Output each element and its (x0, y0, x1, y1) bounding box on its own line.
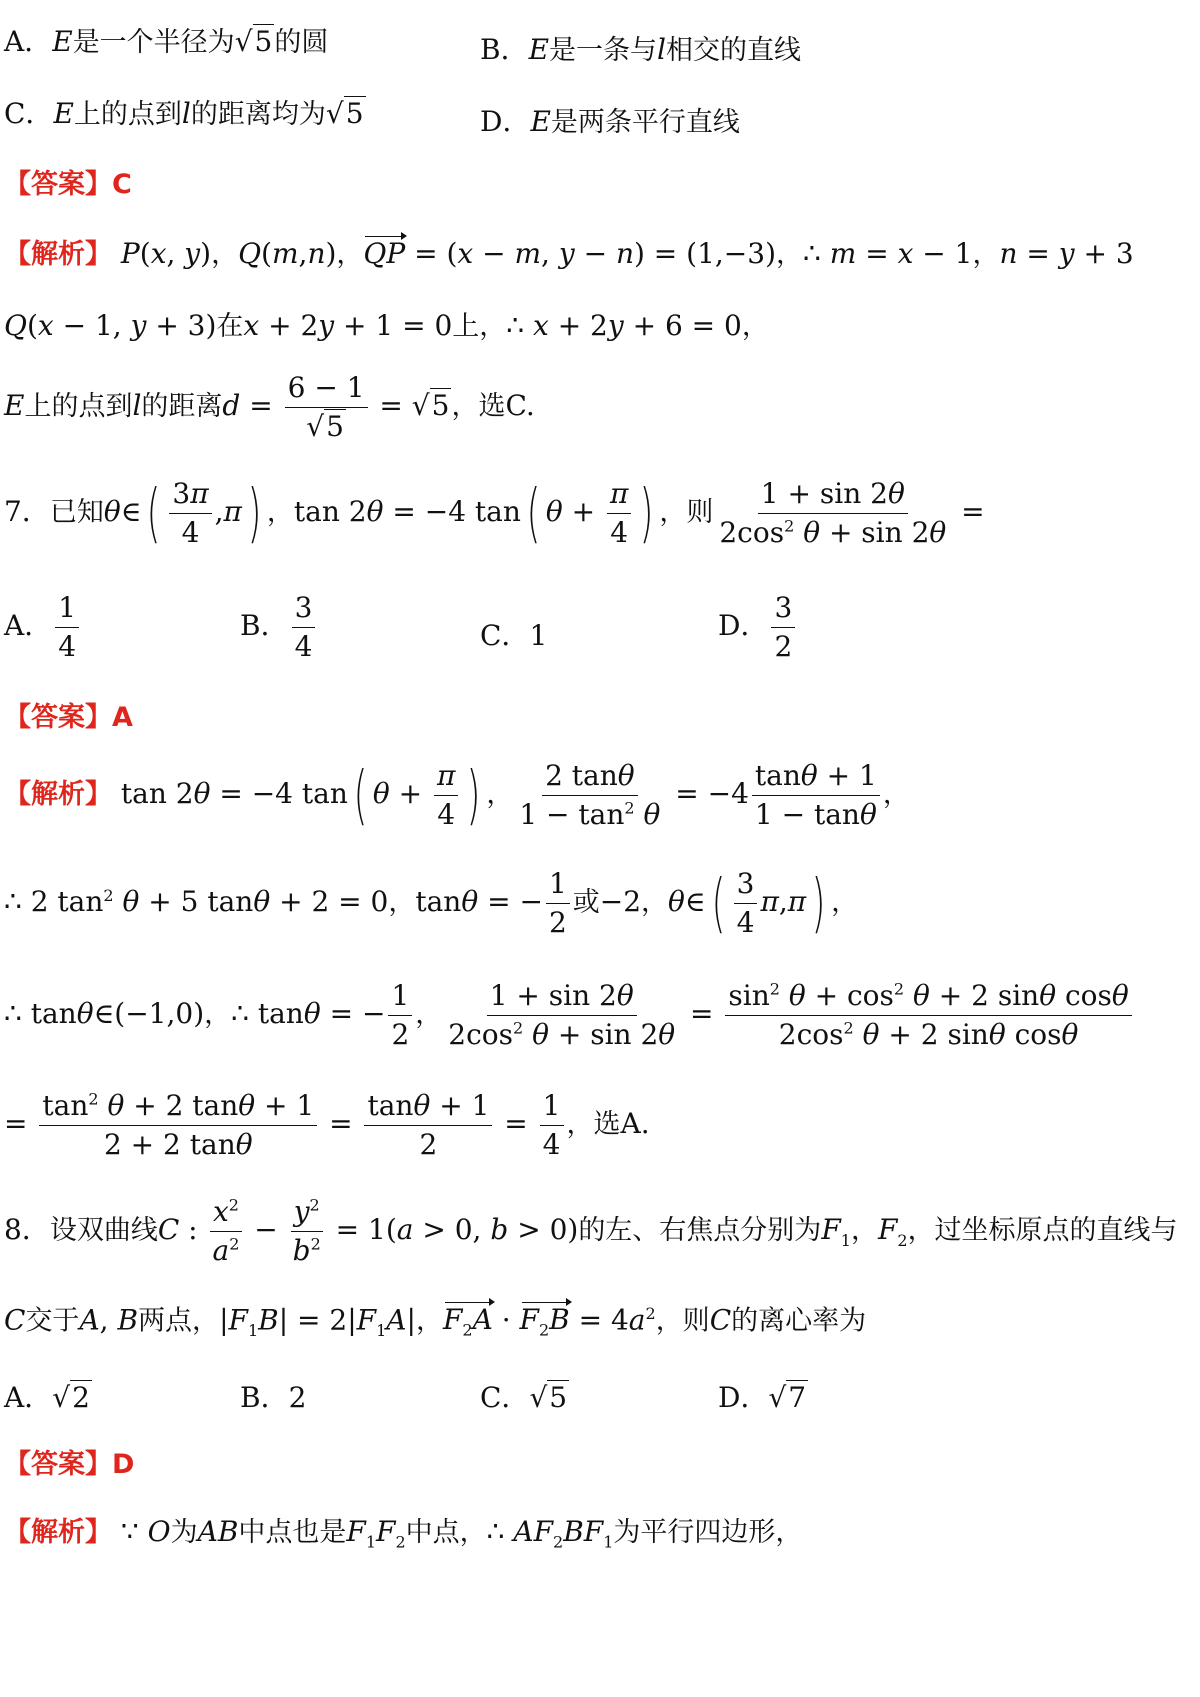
analysis-label: 【解析】 (4, 239, 112, 270)
q7-target-fraction: $\frac{1 + \sin 2\theta}{2\cos^2 \theta + \sin 2\theta}$ (719, 477, 947, 550)
distance-fraction: $\frac{6 - 1}{√5}$ (285, 372, 368, 443)
q7-option-b: B． $\frac{3}{4}$ (240, 592, 318, 663)
q7-analysis-step4: = $\frac{\tan^2 \theta + 2 \tan\theta + 1}{2 + 2 \tan\theta}$ = $\frac{\tan\theta + 1}{2}$ = $\frac{1}{4}$ ，选A. (4, 1089, 650, 1162)
q8-answer: 【答案】D (4, 1449, 135, 1480)
q7-option-d: D． $\frac{3}{2}$ (718, 592, 798, 663)
q6-analysis-line3: E上的点到l的距离d = $\frac{6 - 1}{√5}$ = √5，选C. (4, 371, 535, 444)
q8-option-c: C．√5 (480, 1381, 568, 1414)
q8-stem-line2: C交于A, B两点，$|F_1B| = 2|F_1A|$，$F_2A \cdot F_2B = 4a^2$，则C的离心率为 (4, 1303, 867, 1340)
q7-analysis-step3: ∴ tanθ∈(−1,0)，∴ tanθ = − $\frac{1}{2}$ ， $\frac{1 + \sin 2\theta}{2\cos^2 \theta + \sin 2\theta}$ = $\frac{\sin^2 \theta + \cos^2 \theta + 2 \sin\theta \cos\theta}{2\cos^2 \theta + 2 \sin\theta \cos\theta}$ (4, 980, 1135, 1051)
q6-analysis-line2: Q(x − 1, y + 3)在x + 2y + 1 = 0上，∴ x + 2y + 6 = 0， (4, 309, 769, 342)
q6-option-d: D．E是两条平行直线 (480, 105, 740, 138)
q8-analysis-line1: 【解析】 ∵ O为AB中点也是$F_1F_2$中点，∴ $AF_2BF_1$为平行四边形， (4, 1515, 803, 1552)
q8-option-d: D．√7 (718, 1381, 807, 1414)
q7-option-a: A． $\frac{1}{4}$ (4, 592, 82, 663)
q6-option-a: A．E是一个半径为√5的圆 (4, 25, 329, 58)
q6-answer (4, 170, 132, 198)
q6-analysis-line1: 【解析】 P(x, y)，Q(m,n)，QP = (x − m, y − n) = (1,−3)，∴ m = x − 1，n = y + 3 (4, 237, 1134, 270)
q7-analysis-step1: 【解析】 tan 2θ = −4 tan( θ + $\frac{\pi}{4}$ ) ， $\frac{2 \tan\theta}{1 - \tan^2 \theta}$ = −4 $\frac{\tan\theta + 1}{1 - \tan\theta}$ ， (4, 758, 910, 833)
q6-option-b: B．E是一条与l相交的直线 (480, 33, 801, 66)
q7-option-c: C．1 (480, 619, 548, 652)
q8-stem-line1: 8．设双曲线C : $\frac{x^2}{a^2}$ − $\frac{y^2}{b^2}$ = 1(a > 0, b > 0)的左、右焦点分别为$F_1$，$F_2$，过坐标原点的直线与 (4, 1195, 1178, 1268)
q8-option-a: A．√2 (4, 1381, 90, 1414)
answer-label: 【答案】 (4, 169, 112, 200)
q6-option-c: C．E上的点到l的距离均为√5 (4, 97, 364, 130)
q7-answer: 【答案】A (4, 702, 133, 733)
q8-option-b: B．2 (240, 1381, 307, 1414)
q7-stem: 7．已知θ∈( $\frac{3\pi}{4}$ ,π) ，tan 2θ = −4 tan( θ + $\frac{\pi}{4}$ ) ，则 $\frac{1 + \sin 2\theta}{2\cos^2 \theta + \sin 2\theta}$ = (4, 476, 985, 551)
answer-value: C (112, 169, 132, 200)
q7-analysis-step2: ∴ 2 $\tan^2 \theta + 5$ tanθ + 2 = 0，tanθ = − $\frac{1}{2}$ 或−2，θ∈( $\frac{3}{4}$ π,π) ， (4, 866, 859, 941)
